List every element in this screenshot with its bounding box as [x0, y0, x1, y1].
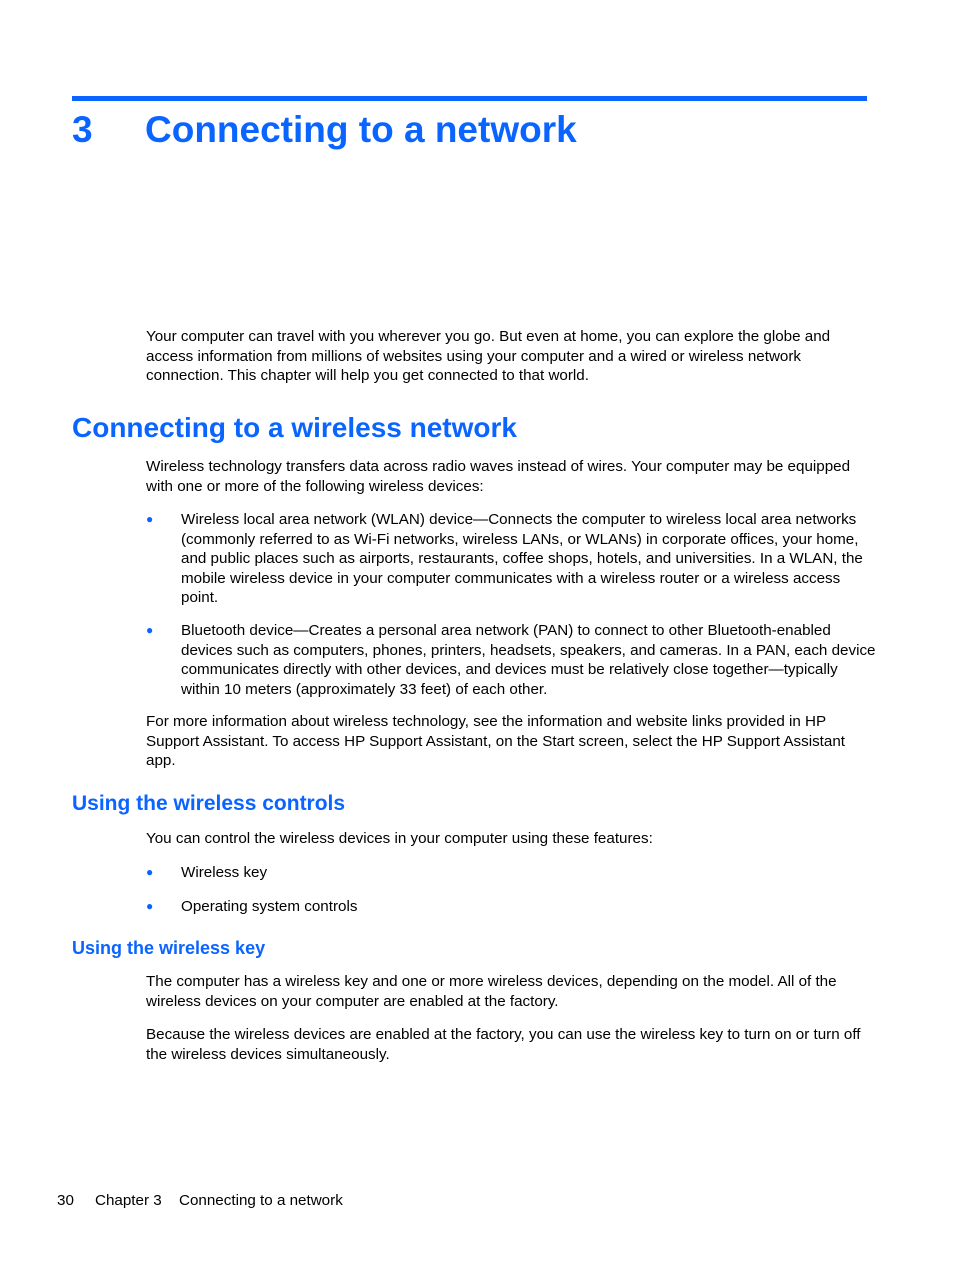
bullet-icon: ●: [146, 623, 154, 637]
list-item-text: Bluetooth device—Creates a personal area network (PAN) to connect to other Bluetooth-enabled devices such as computers, phones, printers, headsets, speakers, and cameras. In a PAN, each device communicates directly with other devices, and devices must be relatively close together—typically within 10 meters (approximately 33 feet) of each other.: [181, 622, 876, 698]
list-item-text: Wireless key: [181, 864, 268, 881]
wireless-paragraph-2: For more information about wireless technology, see the information and website links provided in HP Support Assistant. To access HP Support Assistant, on the Start screen, select the HP Support Assistant app.: [146, 713, 845, 770]
key-paragraph-2: Because the wireless devices are enabled at the factory, you can use the wireless key to turn on or turn off the wireless devices simultaneously.: [146, 1026, 861, 1063]
chapter-title: [72, 104, 577, 156]
section-heading-wireless-controls: Using the wireless controls: [72, 792, 346, 815]
bullet-icon: ●: [146, 899, 154, 913]
controls-paragraph: You can control the wireless devices in your computer using these features:: [146, 830, 653, 847]
list-item: [146, 897, 876, 917]
key-paragraph-1: The computer has a wireless key and one or more wireless devices, depending on the model. All of the wireless devices on your computer are enabled at the factory.: [146, 973, 837, 1010]
footer-chapter-label: Chapter 3: [95, 1192, 162, 1209]
list-item: [146, 510, 876, 608]
chapter-number: 3: [72, 109, 93, 150]
chapter-title-text: Connecting to a network: [145, 109, 577, 150]
wireless-paragraph-1: Wireless technology transfers data across radio waves instead of wires. Your computer may be equipped with one or more of the following wireless devices:: [146, 458, 851, 495]
list-item: [146, 863, 876, 883]
page-footer: [57, 1191, 343, 1211]
footer-chapter-title: Connecting to a network: [179, 1192, 343, 1209]
list-item-text: Wireless local area network (WLAN) device—Connects the computer to wireless local area networks (commonly referred to as Wi-Fi networks, wireless LANs, or WLANs) in corporate offices, your home, and public places such as airports, restaurants, coffee shops, hotels, and universities. In a WLAN, the mobile wireless device in your computer communicates with a wireless router or a wireless access point.: [181, 511, 863, 607]
list-item-text: Operating system controls: [181, 898, 358, 915]
list-item: [146, 621, 876, 699]
page-number: 30: [57, 1192, 74, 1209]
bullet-icon: ●: [146, 865, 154, 879]
section-heading-wireless-key: Using the wireless key: [72, 938, 266, 958]
section-heading-wireless-network: Connecting to a wireless network: [72, 412, 517, 443]
chapter-rule: [72, 96, 867, 101]
bullet-icon: ●: [146, 512, 154, 526]
intro-paragraph: Your computer can travel with you wherever you go. But even at home, you can explore the globe and access information from millions of websites using your computer and a wired or wireless network connection. This chapter will help you get connected to that world.: [146, 328, 831, 385]
